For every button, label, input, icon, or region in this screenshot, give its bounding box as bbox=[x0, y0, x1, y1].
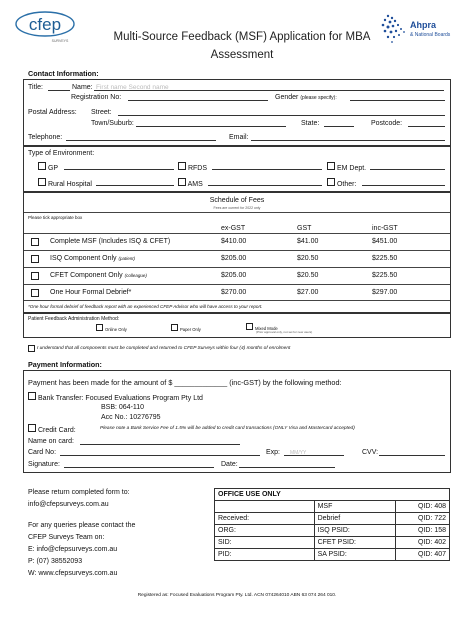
ams-label: AMS bbox=[187, 181, 203, 188]
office-cell-type: CFET PSID: bbox=[314, 537, 396, 549]
ams-line bbox=[208, 178, 322, 186]
date-field[interactable] bbox=[239, 460, 335, 468]
paper-label: Paper Only bbox=[179, 327, 201, 332]
ahpra-logo-text: Ahpra bbox=[410, 20, 437, 30]
office-use-box bbox=[214, 488, 450, 561]
paper-checkbox[interactable] bbox=[171, 324, 178, 331]
rural-line bbox=[96, 178, 174, 186]
em-line bbox=[370, 162, 445, 170]
office-cell-qid: QID: 408 bbox=[396, 501, 450, 513]
email-field[interactable] bbox=[251, 133, 445, 141]
return-web: W: www.cfepsurveys.com.au bbox=[28, 570, 118, 577]
rfds-line bbox=[212, 162, 322, 170]
exp-placeholder: MM/YY bbox=[290, 450, 307, 456]
name-on-card-label: Name on card: bbox=[28, 438, 74, 445]
title-field[interactable] bbox=[48, 83, 70, 91]
fee-row-label: One Hour Formal Debrief* bbox=[50, 289, 132, 296]
office-heading: OFFICE USE ONLY bbox=[214, 488, 450, 500]
return-email: info@cfepsurveys.com.au bbox=[28, 501, 109, 508]
bank-transfer-option[interactable] bbox=[28, 392, 203, 402]
office-cell-qid: QID: 407 bbox=[396, 549, 450, 561]
fee-row-label: Complete MSF (Includes ISQ & CFET) bbox=[50, 238, 171, 245]
rural-checkbox[interactable] bbox=[38, 178, 46, 186]
bank-checkbox[interactable] bbox=[28, 392, 36, 400]
fee-row[interactable] bbox=[24, 250, 450, 267]
fees-box bbox=[23, 192, 451, 313]
fee-row[interactable] bbox=[24, 233, 450, 250]
fee-row-gst: $41.00 bbox=[297, 238, 319, 245]
office-cell-type: ISQ PSID: bbox=[314, 525, 396, 537]
fee-row-ex: $205.00 bbox=[221, 272, 247, 279]
return-phone: P: (07) 38552093 bbox=[28, 558, 83, 565]
bank-bsb: BSB: 064-110 bbox=[101, 404, 145, 411]
footer-registration: Registered as: Focused Evaluations Program Pty. Ltd. ACN 074264010 ABN 63 074 264 010. bbox=[137, 593, 337, 598]
fee-row-label-text: CFET Component Only bbox=[50, 272, 123, 279]
return-line3: CFEP Surveys Team on: bbox=[28, 534, 105, 541]
name-label: Name: bbox=[72, 84, 93, 91]
fee-row-ex: $205.00 bbox=[221, 255, 247, 262]
admin-option-online[interactable] bbox=[96, 324, 127, 333]
rfds-label: RFDS bbox=[187, 165, 208, 172]
office-cell-qid: QID: 402 bbox=[396, 537, 450, 549]
fee-row-note: (patient) bbox=[118, 256, 135, 261]
contact-heading: Contact Information: bbox=[28, 69, 99, 78]
mixed-label: Mixed Mode bbox=[254, 326, 278, 331]
office-cell-qid: QID: 722 bbox=[396, 513, 450, 525]
gp-label: GP bbox=[47, 165, 59, 172]
card-no-field[interactable] bbox=[60, 448, 260, 456]
env-option-em[interactable] bbox=[327, 162, 366, 172]
other-label: Other: bbox=[336, 181, 357, 188]
office-row bbox=[215, 501, 450, 513]
fee-row-gst: $20.50 bbox=[297, 272, 319, 279]
office-cell-type: Debrief bbox=[314, 513, 396, 525]
fee-row-label bbox=[50, 255, 135, 262]
office-row bbox=[215, 513, 450, 525]
gender-text: Gender bbox=[275, 94, 299, 101]
col-inc-gst: inc-GST bbox=[372, 225, 398, 232]
return-email-contact: E: info@cfepsurveys.com.au bbox=[28, 546, 118, 553]
env-option-rfds[interactable] bbox=[178, 162, 207, 172]
fees-tick-note: Please tick appropriate box bbox=[28, 215, 83, 220]
credit-label: Credit Card: bbox=[37, 427, 76, 434]
office-row bbox=[215, 537, 450, 549]
cfep-logo-sub: SURVEYS bbox=[51, 39, 69, 43]
ahpra-logo-sub: & National Boards bbox=[410, 32, 451, 38]
other-line bbox=[362, 178, 445, 186]
environment-box bbox=[23, 146, 451, 192]
office-row bbox=[215, 549, 450, 561]
fee-row-ex: $410.00 bbox=[221, 238, 247, 245]
cfep-logo bbox=[14, 10, 76, 48]
fee-row-checkbox[interactable] bbox=[31, 238, 39, 246]
payment-heading: Payment Information: bbox=[28, 360, 102, 369]
fee-row-checkbox[interactable] bbox=[31, 289, 39, 297]
environment-heading: Type of Environment: bbox=[28, 150, 95, 157]
fee-row-note: (colleague) bbox=[124, 273, 147, 278]
fee-row-gst: $20.50 bbox=[297, 255, 319, 262]
em-checkbox[interactable] bbox=[327, 162, 335, 170]
fee-row-gst: $27.00 bbox=[297, 289, 319, 296]
office-cell-label: ORG: bbox=[215, 525, 315, 537]
em-label: EM Dept. bbox=[336, 165, 367, 172]
name-placeholder: First name Second name bbox=[96, 84, 169, 91]
admin-heading: Patient Feedback Administration Method: bbox=[28, 316, 120, 322]
office-cell-label: PID: bbox=[215, 549, 315, 561]
gender-field[interactable] bbox=[350, 93, 445, 101]
telephone-label: Telephone: bbox=[28, 134, 63, 141]
street-field[interactable] bbox=[118, 108, 445, 116]
fee-row[interactable] bbox=[24, 284, 450, 301]
exp-label: Exp: bbox=[266, 449, 281, 456]
signature-label: Signature: bbox=[28, 461, 60, 468]
col-gst: GST bbox=[297, 225, 312, 232]
other-checkbox[interactable] bbox=[327, 178, 335, 186]
fee-row-inc: $297.00 bbox=[372, 289, 398, 296]
cvv-field[interactable] bbox=[379, 448, 445, 456]
credit-checkbox[interactable] bbox=[28, 424, 36, 432]
postcode-field[interactable] bbox=[408, 119, 445, 127]
fee-row-checkbox[interactable] bbox=[31, 255, 39, 263]
payment-made-text: Payment has been made for the amount of $ _____________ (inc-GST) by the following method: bbox=[28, 378, 342, 387]
mixed-note: (Prior approval only, not set for new users) bbox=[256, 330, 313, 334]
admin-box bbox=[23, 313, 451, 338]
office-cell-type: SA PSID: bbox=[314, 549, 396, 561]
title-label: Title: bbox=[28, 84, 43, 91]
fees-subheading: Fees are current for 2022 only bbox=[213, 206, 261, 210]
office-table bbox=[214, 500, 450, 561]
office-cell-label: Received: bbox=[215, 513, 315, 525]
office-cell-label: SID: bbox=[215, 537, 315, 549]
admin-option-paper[interactable] bbox=[171, 324, 201, 333]
office-cell-type: MSF bbox=[314, 501, 396, 513]
ams-checkbox[interactable] bbox=[178, 178, 186, 186]
fee-row[interactable] bbox=[24, 267, 450, 284]
understand-text: I understand that all components must be completed and returned to CFEP Surveys within four (4) months of enrolment bbox=[36, 346, 291, 351]
env-option-ams[interactable] bbox=[178, 178, 203, 188]
fee-row-checkbox[interactable] bbox=[31, 272, 39, 280]
fees-heading: Schedule of Fees bbox=[209, 197, 265, 204]
street-label: Street: bbox=[91, 109, 112, 116]
fees-footnote: *One hour formal debrief of feedback report with an experienced CFEP Advisor who will have access to your report. bbox=[28, 304, 263, 309]
town-field[interactable] bbox=[136, 119, 286, 127]
fee-row-inc: $225.50 bbox=[372, 255, 398, 262]
rfds-checkbox[interactable] bbox=[178, 162, 186, 170]
contact-box bbox=[23, 79, 451, 146]
postal-label: Postal Address: bbox=[28, 109, 77, 116]
payment-box bbox=[23, 370, 451, 473]
env-option-gp[interactable] bbox=[38, 162, 58, 172]
ahpra-logo bbox=[376, 10, 466, 48]
ahpra-logo-mark bbox=[376, 10, 466, 48]
rural-label: Rural Hospital bbox=[47, 181, 92, 188]
page-title: Multi-Source Feedback (MSF) Application for MBA Assessment bbox=[113, 31, 371, 61]
bank-acc: Acc No.: 10276795 bbox=[101, 414, 161, 421]
col-ex-gst: ex-GST bbox=[221, 225, 246, 232]
understand-row[interactable] bbox=[28, 345, 290, 352]
gp-line bbox=[64, 162, 174, 170]
card-no-label: Card No: bbox=[28, 449, 57, 456]
gender-label bbox=[275, 94, 337, 101]
office-cell-qid: QID: 158 bbox=[396, 525, 450, 537]
fees-divider bbox=[24, 212, 450, 213]
telephone-field[interactable] bbox=[66, 133, 216, 141]
registration-label: Registration No: bbox=[71, 94, 122, 101]
fee-row-ex: $270.00 bbox=[221, 289, 247, 296]
env-option-rural[interactable] bbox=[38, 178, 92, 188]
credit-card-option[interactable] bbox=[28, 424, 76, 434]
online-checkbox[interactable] bbox=[96, 324, 103, 331]
office-cell-label bbox=[215, 501, 315, 513]
office-row bbox=[215, 525, 450, 537]
env-option-other[interactable] bbox=[327, 178, 356, 188]
cfep-logo-text: cfep bbox=[28, 15, 62, 34]
cfep-logo-mark bbox=[14, 10, 76, 48]
cvv-label: CVV: bbox=[362, 449, 379, 456]
online-label: Online Only bbox=[104, 327, 127, 332]
credit-note: Please note a Bank Service Fee of 1.5% will be added to credit card transactions (ONLY Visa and Mastercard accepted) bbox=[100, 426, 355, 431]
fee-row-label-text: ISQ Component Only bbox=[50, 255, 117, 262]
name-on-card-field[interactable] bbox=[80, 437, 240, 445]
gp-checkbox[interactable] bbox=[38, 162, 46, 170]
fee-row-label bbox=[50, 272, 147, 279]
understand-checkbox[interactable] bbox=[28, 345, 35, 352]
signature-field[interactable] bbox=[64, 460, 214, 468]
date-label: Date: bbox=[221, 461, 238, 468]
email-label: Email: bbox=[229, 134, 249, 141]
registration-field[interactable] bbox=[128, 93, 268, 101]
return-line2: For any queries please contact the bbox=[28, 522, 136, 529]
fee-row-inc: $225.50 bbox=[372, 272, 398, 279]
town-label: Town/Suburb: bbox=[91, 120, 134, 127]
state-field[interactable] bbox=[324, 119, 354, 127]
mixed-checkbox[interactable] bbox=[246, 323, 253, 330]
postcode-label: Postcode: bbox=[371, 120, 403, 127]
fee-row-inc: $451.00 bbox=[372, 238, 398, 245]
bank-label: Bank Transfer: Focused Evaluations Program Pty Ltd bbox=[37, 395, 203, 402]
return-line1: Please return completed form to: bbox=[28, 489, 130, 496]
state-label: State: bbox=[301, 120, 320, 127]
gender-hint: (please specify): bbox=[300, 95, 337, 101]
